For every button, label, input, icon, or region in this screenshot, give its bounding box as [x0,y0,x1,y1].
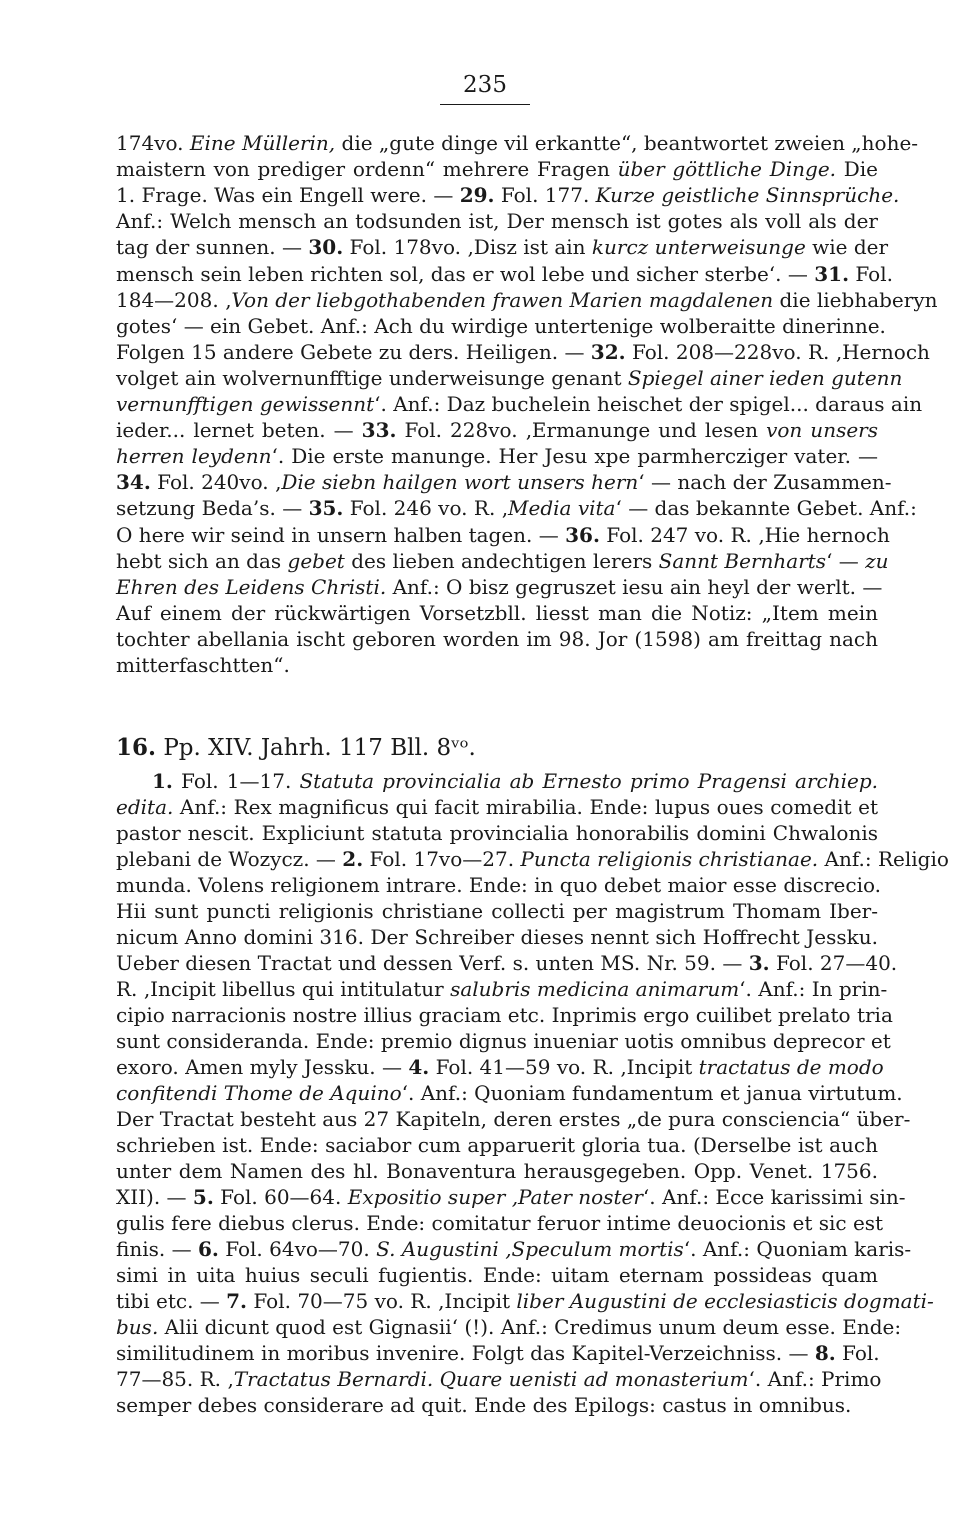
text-run: 1. Frage. Was ein Engell were. — [116,183,460,208]
italic-run: Die siebn hailgen wort unsers hern [281,470,639,495]
text-run: volget ain wolvernunfftige underweisunge genant [116,365,628,390]
text-run: cipio narracionis nostre illius graciam etc. Inprimis ergo cuilibet prelato tria [116,1003,893,1027]
text-line [116,1366,882,1392]
text-run: 174vo. [116,131,190,155]
text-line [116,469,892,495]
text-run: simi in uita huius seculi fugientis. Ende: uitam eternam possideas quam [116,1263,878,1287]
bold-run: 30. [308,235,344,260]
italic-run: Tractatus Bernardi. Quare uenisti ad monasterium [233,1367,749,1391]
text-line [116,600,878,626]
italic-run: Expositio super ‚Pater noster [347,1185,643,1209]
text-run: ‘. Anf.: Quoniam karis- [683,1237,912,1261]
text-run: 184—208. ‚ [116,287,232,312]
text-run: plebani de Wozycz. — [116,847,343,871]
text-line [116,234,889,260]
italic-run: Sannt Bernharts [658,548,827,573]
text-line [116,261,893,287]
italic-run: kurcz unterweisunge [591,235,806,260]
text-run: Fol. 247 vo. R. ‚Hie hernoch [599,522,890,547]
bold-run: 36. [565,522,600,547]
text-run: ieder... lernet beten. — [116,418,362,443]
text-run: ‘. Anf.: Quoniam fundamentum et janua virtutum. [401,1081,903,1105]
text-line [116,1392,878,1418]
italic-run: von unsers [766,418,878,443]
bold-run: 35. [308,496,344,521]
bold-run: 7. [226,1289,248,1313]
text-run: Der Tractat besteht aus 27 Kapiteln, deren erstes „de pura consciencia“ über- [116,1107,911,1131]
text-run: ‘. Anf.: In prin- [739,977,888,1001]
text-run: gotes‘ — ein Gebet. Anf.: Ach du wirdige untertenige wolberaitte dinerinne. [116,313,886,338]
text-run: Alii dicunt quod est Gignasii‘ (!). Anf.: Credimus unum deum esse. Ende: [158,1315,902,1339]
section-title: Pp. XIV. Jahrh. 117 Bll. 8ᵛᵒ. [163,735,476,761]
text-run: exoro. Amen myly Jessku. — [116,1055,409,1079]
text-run: des lieben andechtigen lerers [344,548,659,573]
text-line [116,976,888,1002]
text-run: maistern von prediger ordenn“ mehrere Fragen [116,157,618,182]
text-run: Die [836,157,878,182]
text-run: ‘. Anf.: Primo [748,1367,882,1391]
text-run: die „gute dinge vil erkantte“, beantwortet zweien „hohe- [335,131,919,155]
text-line [116,548,889,574]
text-line [116,1288,934,1314]
text-run: pastor nescit. Expliciunt statuta provincialia honorabilis domini Chwalonis [116,821,878,845]
text-line [116,846,949,872]
italic-run: über göttliche Dinge. [617,157,837,182]
text-line [116,182,900,208]
text-run: ‘. Die erste manunge. Her Jesu xpe parmhercziger vater. — [271,444,879,469]
text-run: mensch sein leben richten sol, das er wol lebe und sicher sterbe‘. — [116,261,815,286]
text-line [116,1002,893,1028]
text-line [116,1054,884,1080]
text-run: Fol. 64vo—70. [218,1237,377,1261]
text-run: Hii sunt puncti religionis christiane collecti per magistrum Thomam Iber- [116,899,878,923]
italic-run: Von der liebgothabenden frawen Marien magdalenen [231,287,774,312]
text-line [116,417,878,443]
text-line [116,522,890,548]
bold-run: 31. [814,261,850,286]
italic-run: Kurze geistliche Sinnsprüche. [595,183,900,208]
text-line [116,1184,906,1210]
text-line [116,1132,878,1158]
text-run: tibi etc. — [116,1289,227,1313]
text-line [116,574,883,600]
bold-run: 5. [192,1185,214,1209]
text-line [116,652,878,678]
text-line [116,208,878,234]
text-line [116,495,917,521]
text-run: tag der sunnen. — [116,235,309,260]
text-run: Fol. [849,261,893,286]
text-run: ‘ — das bekannte Gebet. Anf.: [615,496,917,521]
italic-run: gebet [287,548,345,573]
text-line [116,156,878,182]
italic-run: Spiegel ainer ieden gutenn [627,365,903,390]
text-run: hebt sich an das [116,548,288,573]
text-run: Fol. 41—59 vo. R. ‚Incipit [429,1055,699,1079]
italic-run: Ehren des Leidens Christi. [116,574,387,599]
text-line [116,1106,911,1132]
text-line [116,1028,891,1054]
italic-run: edita. [116,795,174,819]
italic-run: herren leydenn [116,444,272,469]
text-run: semper debes considerare ad quit. Ende des Epilogs: castus in omnibus. [116,1393,852,1417]
text-run: gulis fere diebus clerus. Ende: comitatur feruor intime deuocionis et sic est [116,1211,884,1235]
text-line [116,872,882,898]
italic-run: Statuta provincialia ab Ernesto primo Pragensi archiep. [299,769,878,793]
text-run: Folgen 15 andere Gebete zu ders. Heiligen. — [116,339,591,364]
text-run: Fol. [835,1341,880,1365]
text-run: Anf.: Welch mensch an todsunden ist, Der mensch ist gotes als voll als der [116,209,878,234]
text-run: ‘ — [826,548,866,573]
text-run: Fol. 246 vo. R. ‚ [343,496,509,521]
text-run: Fol. 178vo. ‚Disz ist ain [343,235,592,260]
text-run: mitterfaschtten“. [116,653,290,677]
text-line [116,1236,912,1262]
text-run: Anf.: Religio [818,847,949,871]
text-line [116,365,903,391]
text-run: Anf.: Rex magnificus qui facit mirabilia. Ende: lupus oues comedit et [173,795,878,819]
text-run: Auf einem der rückwärtigen Vorsetzbll. liesst man die Notiz: „Item mein [116,600,878,625]
text-line [116,339,930,365]
italic-run: bus. [116,1315,159,1339]
page-number: 235 [463,72,507,98]
text-line [116,924,878,950]
italic-run: liber Augustini de ecclesiasticis dogmati- [516,1289,934,1313]
text-line [116,287,938,313]
text-run: ‘. Anf.: Daz buchelein heischet der spigel... daraus ain [374,392,923,416]
text-run: XII). — [116,1185,193,1209]
text-run: Fol. 70—75 vo. R. ‚Incipit [247,1289,517,1313]
text-run: tochter abellania ischt geboren worden im 98. Jor (1598) am freittag nach [116,626,878,651]
text-line [116,313,886,339]
text-run: Fol. 60—64. [213,1185,348,1209]
italic-run: salubris medicina animarum [450,977,740,1001]
text-line [116,443,878,469]
bold-run: 3. [748,951,770,975]
italic-run: confitendi Thome de Aquino [116,1081,402,1105]
text-run: 77—85. R. ‚ [116,1367,234,1391]
text-run: unter dem Namen des hl. Bonaventura herausgegeben. Opp. Venet. 1756. [116,1159,878,1183]
text-run: ‘. Anf.: Ecce karissimi sin- [642,1185,906,1209]
text-line [116,950,898,976]
text-line [116,1210,884,1236]
bold-run: 34. [116,470,151,495]
bold-run: 33. [361,418,397,443]
text-line [152,768,878,794]
text-run: O here wir seind in unsern halben tagen. — [116,522,566,547]
text-run: Fol. 177. [494,183,596,208]
bold-run: 32. [590,339,626,364]
italic-run: tractatus de modo [698,1055,884,1079]
bold-run: 4. [408,1055,430,1079]
text-run: schrieben ist. Ende: saciabor cum apparuerit gloria tua. (Derselbe ist auch [116,1133,878,1157]
italic-run: Media vita [508,496,616,521]
italic-run: zu [865,548,889,573]
text-run: Fol. 228vo. ‚Ermanunge und lesen [396,418,767,443]
text-run: sunt consideranda. Ende: premio dignus inueniar uotis omnibus deprecor et [116,1029,891,1053]
bold-run: 2. [342,847,364,871]
text-line [116,626,878,652]
italic-run: S. Augustini ‚Speculum mortis [376,1237,684,1261]
section-number: 16. [116,734,157,761]
text-line [116,1080,903,1106]
text-run: Fol. 27—40. [769,951,898,975]
text-run: wie der [805,235,889,260]
text-run: nicum Anno domini 316. Der Schreiber dieses nennt sich Hoffrecht Jessku. [116,925,878,949]
bold-run: 29. [459,183,495,208]
text-line [116,1262,878,1288]
text-run: Fol. 208—228vo. R. ‚Hernoch [625,339,930,364]
bold-run: 1. [152,769,173,793]
bold-run: 8. [814,1341,836,1365]
text-line [116,820,878,846]
text-run: Fol. 1—17. [172,769,300,793]
italic-run: Eine Müllerin, [189,131,336,155]
text-run: Anf.: O bisz gegruszet iesu ain heyl der werlt. — [386,574,883,599]
italic-run: Puncta religionis christianae. [520,847,819,871]
text-line [116,794,878,820]
text-run: die liebhaberyn [773,287,938,312]
text-line [116,1340,878,1366]
text-line [116,130,919,156]
page-number-rule [440,104,530,105]
text-run: Fol. 17vo—27. [363,847,521,871]
text-line [116,1158,878,1184]
text-line [116,391,923,417]
text-run: munda. Volens religionem intrare. Ende: in quo debet maior esse discrecio. [116,873,882,897]
text-run: setzung Beda’s. — [116,496,309,521]
text-line [116,898,878,924]
text-run: ‘ — nach der Zusammen- [638,470,892,495]
text-run: R. ‚Incipit libellus qui intitulatur [116,977,451,1001]
text-run: Fol. 240vo. ‚ [150,470,282,495]
italic-run: vernunfftigen gewissennt [116,392,375,416]
text-run: finis. — [116,1237,198,1261]
text-line [116,1314,902,1340]
text-run: similitudinem in moribus invenire. Folgt das Kapitel-Verzeichniss. — [116,1341,815,1365]
section-heading [116,733,878,763]
bold-run: 6. [197,1237,219,1261]
text-run: Ueber diesen Tractat und dessen Verf. s. unten MS. Nr. 59. — [116,951,749,975]
